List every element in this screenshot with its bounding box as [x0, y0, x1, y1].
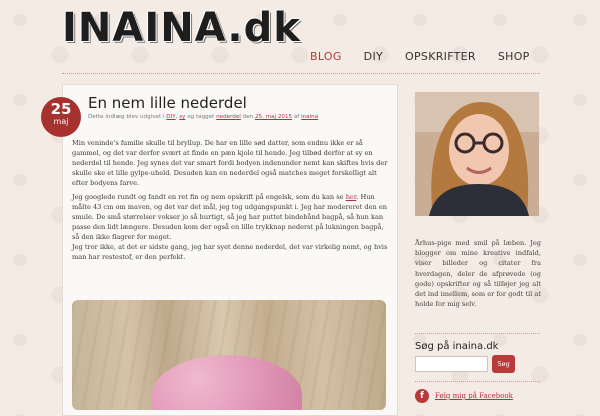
meta-category-link[interactable]: DIY [166, 114, 176, 120]
post-date-month: maj [53, 117, 69, 126]
meta-date-link[interactable]: 25. maj 2015 [254, 114, 293, 120]
meta-tag-link[interactable]: nederdel [216, 114, 241, 120]
post-paragraph-text: Jeg googlede rundt og fandt en ret fin og nem opskrift på engelsk, som du kan se [72, 193, 344, 201]
post-body [72, 138, 388, 266]
nav-item-blog[interactable]: BLOG [310, 50, 342, 63]
facebook-icon[interactable]: f [415, 389, 429, 403]
about-text: Århus-pige med smil på læben. Jeg blogger om mine kreative indfald, viser billeder og citater fra hverdagen, deler de afprøvede (og gode) opskrifter og så tilføjer jeg alt det ind imellem, som er for godt til at holde for mig selv. [415, 239, 541, 309]
post-title[interactable]: En nem lille nederdel [88, 94, 247, 112]
meta-separator: , [175, 114, 178, 120]
meta-by: af [293, 114, 300, 120]
author-avatar [415, 92, 539, 216]
recipe-link[interactable]: her [345, 193, 357, 201]
nav-item-opskrifter[interactable]: OPSKRIFTER [405, 50, 476, 63]
sidebar-divider [415, 381, 540, 382]
post-meta [88, 114, 318, 120]
post-date-day: 25 [50, 100, 72, 118]
site-logo[interactable]: INAINA.dk [62, 5, 301, 51]
post-image[interactable] [72, 300, 386, 410]
author-photo-illustration [415, 92, 539, 216]
post-date-badge [41, 97, 81, 137]
post-paragraph: Jeg tror ikke, at det er sidste gang, jeg har syet denne nederdel, det var virkelig nemt, og hvis man har restestof, er den perfekt. [72, 243, 388, 261]
post-paragraph [72, 192, 388, 242]
main-nav [310, 50, 552, 63]
search-input[interactable] [415, 356, 488, 372]
sidebar-divider [415, 333, 540, 334]
nav-item-diy[interactable]: DIY [363, 50, 384, 63]
search-button[interactable]: Søg [492, 355, 515, 373]
meta-author-link[interactable]: inaina [301, 114, 319, 120]
facebook-follow-link[interactable]: Følg mig på Facebook [435, 392, 513, 400]
header-divider [62, 73, 540, 74]
meta-on: den [242, 114, 254, 120]
search-heading: Søg på inaina.dk [415, 341, 499, 352]
meta-prefix: Dette indlæg blev udgivet i [88, 114, 165, 120]
post-paragraph-text: . Hun målte 43 cm om maven, og det var det mål, jeg tog udgangspunkt i. Jeg har modereret den en smule. De små størrelser vokser jo så hurtigt, så jeg har puttet bindebånd bagpå, så hun kan passe den lidt længere. Desuden kom der også en lille trykknap nederst på lukningen bagpå, så den ikke flagrer for meget. [72, 193, 387, 241]
post-paragraph: Min veninde's familie skulle til bryllup. De har en lille sød datter, som endnu ikke er så gammel, og det var derfor svært at finde en pæn kjole til hende. Jeg tilbød derfor at sy en nederdel til hende. Jeg synes det var smart fordi bodyen indenunder nemt kan skiftes hvis der skulle ske et lille gylpe-uheld. Desuden kan en nederdel også matches meget forskelligt alt efter bodyens farve. [72, 139, 388, 187]
meta-category2-link[interactable]: sy [179, 114, 186, 120]
nav-item-shop[interactable]: SHOP [497, 50, 530, 63]
meta-mid: og tagget [187, 114, 215, 120]
